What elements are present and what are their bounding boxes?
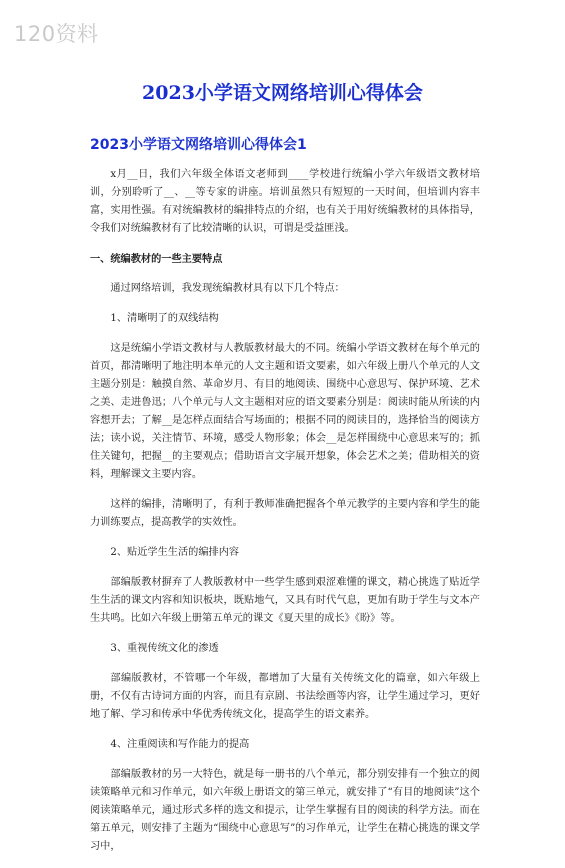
document-title: 2023小学语文网络培训心得体会: [142, 82, 423, 104]
paragraph: x月__日，我们六年级全体语文老师到____学校进行统编小学六年级语文教材培训，分别聆听了__、__等专家的讲座。培训虽然只有短短的一天时间，但培训内容丰富，实用性强。有对统编教材的编排特点的介绍，也有关于用好统编教材的具体指导，令我们对统编教材有了比较清晰的认识，可谓是受益匪浅。: [90, 169, 480, 234]
subheading: 4、注重阅读和写作能力的提高: [110, 739, 250, 750]
document-body: [90, 166, 480, 868]
heading: 一、统编教材的一些主要特点: [90, 253, 223, 265]
paragraph: 这样的编排，清晰明了，有利于教师准确把握各个单元教学的主要内容和学生的能力训练要点，提高教学的实效性。: [90, 499, 480, 528]
watermark: 120资料: [14, 22, 99, 46]
paragraph: 部编版教材，不管哪一个年级，都增加了大量有关传统文化的篇章，如六年级上册，不仅有古诗词方面的内容，而且有京剧、书法绘画等内容，让学生通过学习，更好地了解、学习和传承中华优秀传统文化，提高学生的语文素养。: [90, 673, 480, 720]
subheading: 3、重视传统文化的渗透: [110, 643, 219, 654]
section-title: 2023小学语文网络培训心得体会1: [90, 137, 307, 153]
paragraph: 这是统编小学语文教材与人教版教材最大的不同。统编小学语文教材在每个单元的首页，都清晰明了地注明本单元的人文主题和语文要素，如六年级上册八个单元的人文主题分别是：触摸自然、革命岁月、有目的地阅读、围绕中心意思写、保护环境、艺术之美、走进鲁迅；八个单元与人文主题相对应的语文要素分别是：阅读时能从所读的内容想开去；了解__是怎样点面结合写场面的；根据不同的阅读目的，选择恰当的阅读方法；读小说，关注情节、环境，感受人物形象；体会__是怎样围绕中心意思来写的；抓住关键句，把握__的主要观点；借助语言文字展开想象，体会艺术之美；借助相关的资料，理解课文主要内容。: [90, 343, 480, 480]
paragraph: 部编版教材的另一大特色，就是每一册书的八个单元，都分别安排有一个独立的阅读策略单元和习作单元，如六年级上册语文的第三单元，就安排了“有目的地阅读”这个阅读策略单元，通过形式多样的选文和提示，让学生掌握有目的阅读的科学方法。而在第五单元，则安排了主题为“围绕中心意思写”的习作单元，让学生在精心挑选的课文学习中，: [90, 769, 480, 852]
subheading: 1、清晰明了的双线结构: [110, 313, 219, 324]
paragraph: 通过网络培训，我发现统编教材具有以下几个特点：: [110, 283, 345, 294]
subheading: 2、贴近学生生活的编排内容: [110, 547, 240, 558]
paragraph: 部编版教材摒弃了人教版教材中一些学生感到艰涩难懂的课文，精心挑选了贴近学生生活的课文内容和知识板块，既贴地气，又具有时代气息，更加有助于学生与文本产生共鸣。比如六年级上册第五单元的课文《夏天里的成长》《盼》等。: [90, 577, 480, 624]
